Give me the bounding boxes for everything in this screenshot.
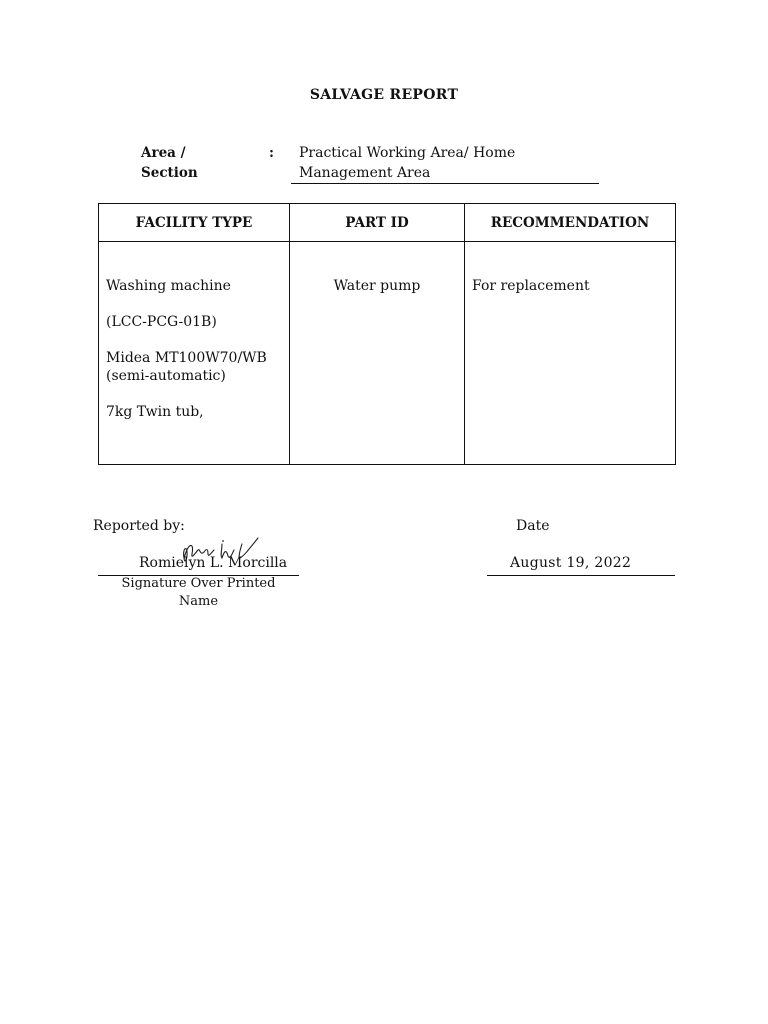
facility-name: Washing machine <box>106 278 231 294</box>
area-value-line1: Practical Working Area/ Home <box>299 145 516 161</box>
header-part-id: PART ID <box>290 204 465 242</box>
date-label: Date <box>516 518 550 534</box>
report-title: SALVAGE REPORT <box>309 87 459 103</box>
table-header-row <box>99 204 676 242</box>
facility-model <box>106 349 289 385</box>
signature-caption <box>98 575 299 611</box>
facility-capacity: 7kg Twin tub, <box>106 404 204 420</box>
reported-by-label: Reported by: <box>93 518 185 534</box>
signature-caption-line1: Signature Over Printed <box>121 576 276 591</box>
part-id-cell: Water pump <box>290 242 465 465</box>
facility-type-cell <box>99 242 290 465</box>
header-recommendation: RECOMMENDATION <box>465 204 676 242</box>
salvage-table <box>98 203 676 465</box>
date-value: August 19, 2022 <box>510 555 632 571</box>
area-underline <box>291 183 599 184</box>
facility-model-type: (semi-automatic) <box>106 368 226 384</box>
facility-model-name: Midea MT100W70/WB <box>106 350 267 366</box>
date-line <box>487 575 675 576</box>
area-value-line2: Management Area <box>299 165 431 181</box>
area-section-value <box>299 143 515 183</box>
facility-code: (LCC-PCG-01B) <box>106 314 217 330</box>
area-colon: : <box>269 145 274 161</box>
header-facility-type: FACILITY TYPE <box>99 204 290 242</box>
signature-caption-line2: Name <box>178 594 219 609</box>
area-label-line1: Area / <box>141 145 186 161</box>
area-section-label <box>141 143 198 183</box>
printed-name: Romielyn L. Morcilla <box>139 555 288 571</box>
area-label-line2: Section <box>141 165 198 181</box>
table-row <box>99 242 676 465</box>
recommendation-cell: For replacement <box>465 242 676 465</box>
